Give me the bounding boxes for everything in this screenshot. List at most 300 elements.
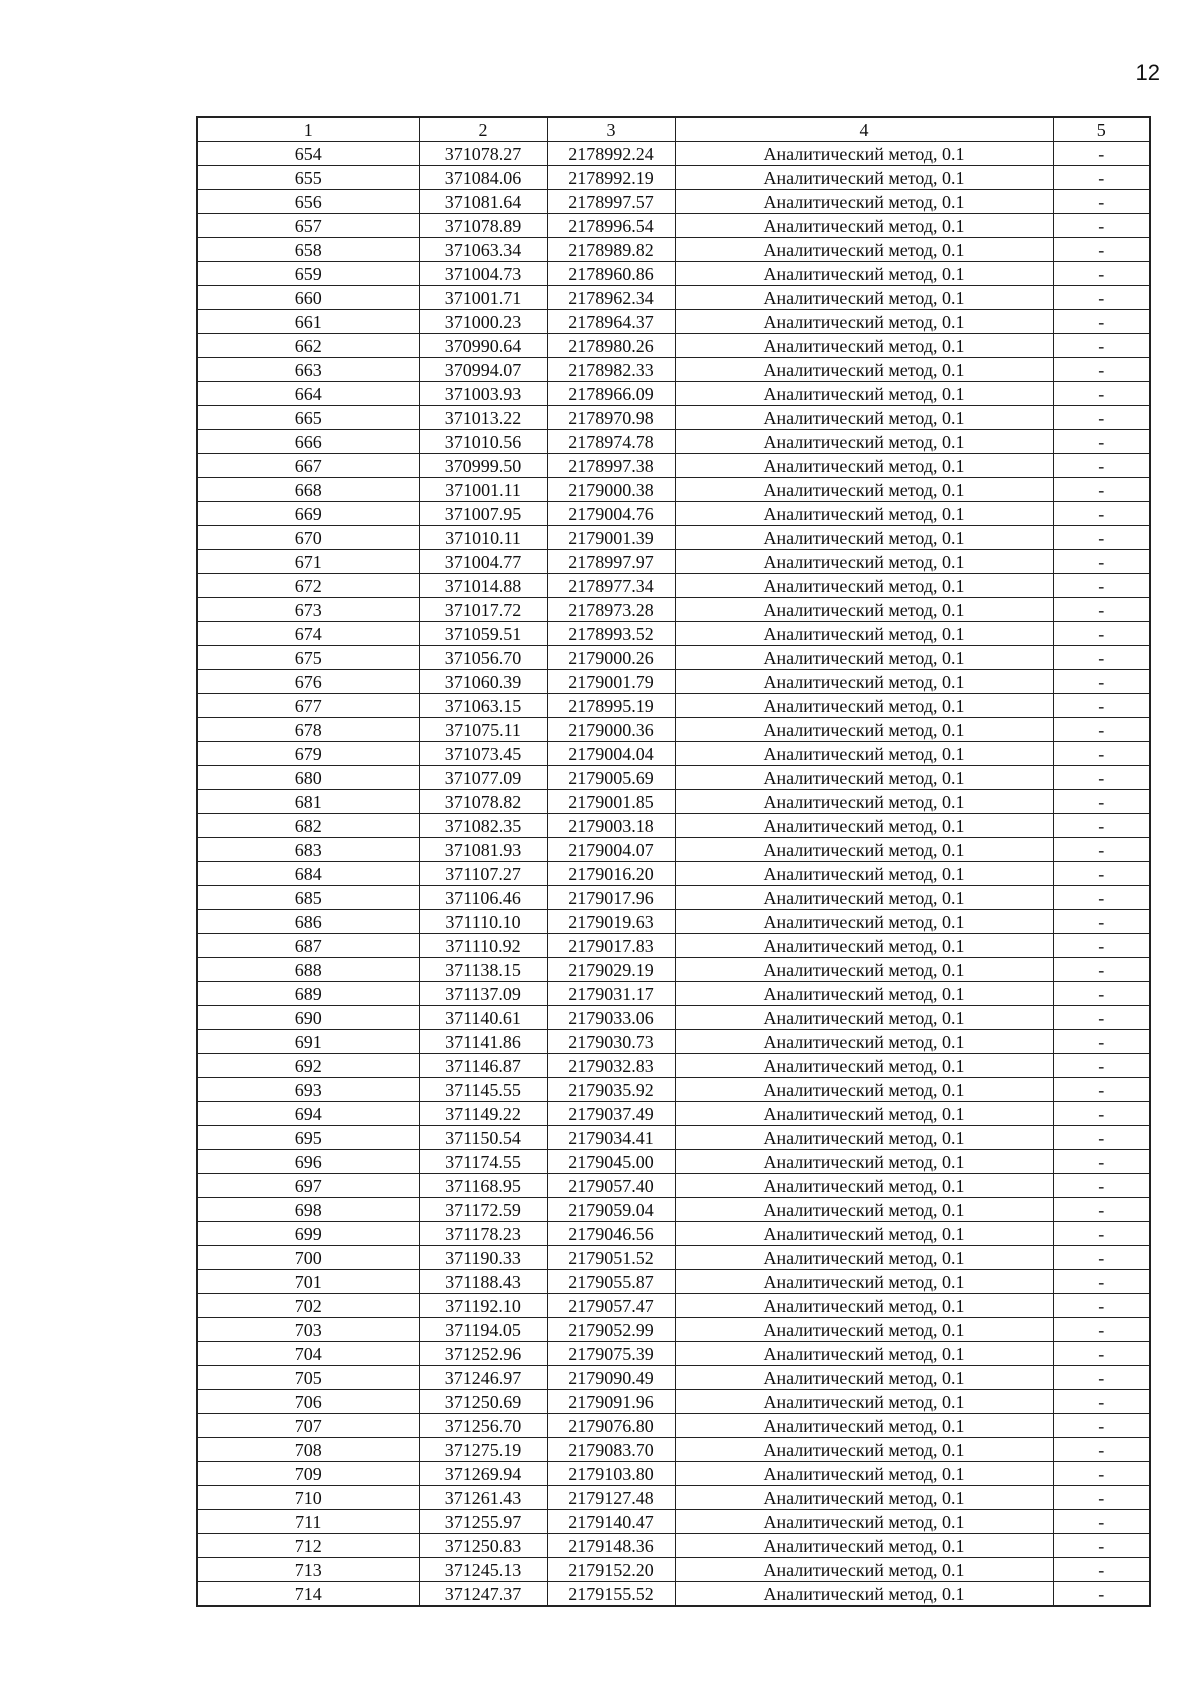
note-cell: - (1053, 214, 1150, 238)
note-cell: - (1053, 526, 1150, 550)
method-cell: Аналитический метод, 0.1 (675, 1246, 1053, 1270)
table-row (197, 1510, 1150, 1534)
point-number-cell: 680 (197, 766, 419, 790)
table-row (197, 1342, 1150, 1366)
table-row (197, 958, 1150, 982)
note-cell: - (1053, 1318, 1150, 1342)
point-number-cell: 705 (197, 1366, 419, 1390)
table-row (197, 1390, 1150, 1414)
x-coordinate-cell: 371275.19 (419, 1438, 547, 1462)
y-coordinate-cell: 2178996.54 (547, 214, 675, 238)
note-cell: - (1053, 190, 1150, 214)
note-cell: - (1053, 862, 1150, 886)
method-cell: Аналитический метод, 0.1 (675, 574, 1053, 598)
y-coordinate-cell: 2178997.57 (547, 190, 675, 214)
page-number: 12 (1135, 60, 1160, 85)
point-number-cell: 697 (197, 1174, 419, 1198)
table-row (197, 622, 1150, 646)
y-coordinate-cell: 2179005.69 (547, 766, 675, 790)
x-coordinate-cell: 371178.23 (419, 1222, 547, 1246)
table-row (197, 502, 1150, 526)
y-coordinate-cell: 2179001.79 (547, 670, 675, 694)
x-coordinate-cell: 371168.95 (419, 1174, 547, 1198)
method-cell: Аналитический метод, 0.1 (675, 1270, 1053, 1294)
note-cell: - (1053, 1270, 1150, 1294)
y-coordinate-cell: 2179148.36 (547, 1534, 675, 1558)
table-row (197, 718, 1150, 742)
x-coordinate-cell: 371149.22 (419, 1102, 547, 1126)
note-cell: - (1053, 478, 1150, 502)
y-coordinate-cell: 2179091.96 (547, 1390, 675, 1414)
method-cell: Аналитический метод, 0.1 (675, 454, 1053, 478)
point-number-cell: 668 (197, 478, 419, 502)
x-coordinate-cell: 371145.55 (419, 1078, 547, 1102)
method-cell: Аналитический метод, 0.1 (675, 1366, 1053, 1390)
point-number-cell: 665 (197, 406, 419, 430)
table-row (197, 358, 1150, 382)
point-number-cell: 703 (197, 1318, 419, 1342)
note-cell: - (1053, 718, 1150, 742)
table-row (197, 286, 1150, 310)
point-number-cell: 658 (197, 238, 419, 262)
point-number-cell: 683 (197, 838, 419, 862)
note-cell: - (1053, 910, 1150, 934)
x-coordinate-cell: 371137.09 (419, 982, 547, 1006)
note-cell: - (1053, 142, 1150, 166)
note-cell: - (1053, 598, 1150, 622)
column-header-1: 1 (197, 117, 419, 142)
y-coordinate-cell: 2178966.09 (547, 382, 675, 406)
method-cell: Аналитический метод, 0.1 (675, 286, 1053, 310)
note-cell: - (1053, 1198, 1150, 1222)
method-cell: Аналитический метод, 0.1 (675, 1342, 1053, 1366)
point-number-cell: 669 (197, 502, 419, 526)
point-number-cell: 681 (197, 790, 419, 814)
method-cell: Аналитический метод, 0.1 (675, 838, 1053, 862)
y-coordinate-cell: 2178977.34 (547, 574, 675, 598)
y-coordinate-cell: 2179035.92 (547, 1078, 675, 1102)
x-coordinate-cell: 371003.93 (419, 382, 547, 406)
x-coordinate-cell: 371247.37 (419, 1582, 547, 1607)
note-cell: - (1053, 1342, 1150, 1366)
x-coordinate-cell: 371150.54 (419, 1126, 547, 1150)
point-number-cell: 675 (197, 646, 419, 670)
y-coordinate-cell: 2178960.86 (547, 262, 675, 286)
table-row (197, 478, 1150, 502)
method-cell: Аналитический метод, 0.1 (675, 910, 1053, 934)
note-cell: - (1053, 886, 1150, 910)
x-coordinate-cell: 371140.61 (419, 1006, 547, 1030)
y-coordinate-cell: 2178970.98 (547, 406, 675, 430)
y-coordinate-cell: 2179001.39 (547, 526, 675, 550)
point-number-cell: 657 (197, 214, 419, 238)
x-coordinate-cell: 371004.73 (419, 262, 547, 286)
y-coordinate-cell: 2179076.80 (547, 1414, 675, 1438)
method-cell: Аналитический метод, 0.1 (675, 382, 1053, 406)
note-cell: - (1053, 1222, 1150, 1246)
y-coordinate-cell: 2179030.73 (547, 1030, 675, 1054)
point-number-cell: 714 (197, 1582, 419, 1607)
table-row (197, 1270, 1150, 1294)
table-row (197, 1558, 1150, 1582)
x-coordinate-cell: 371000.23 (419, 310, 547, 334)
method-cell: Аналитический метод, 0.1 (675, 1510, 1053, 1534)
column-header-4: 4 (675, 117, 1053, 142)
point-number-cell: 673 (197, 598, 419, 622)
point-number-cell: 691 (197, 1030, 419, 1054)
x-coordinate-cell: 371188.43 (419, 1270, 547, 1294)
point-number-cell: 677 (197, 694, 419, 718)
x-coordinate-cell: 371172.59 (419, 1198, 547, 1222)
table-row (197, 382, 1150, 406)
y-coordinate-cell: 2179057.40 (547, 1174, 675, 1198)
point-number-cell: 692 (197, 1054, 419, 1078)
table-row (197, 742, 1150, 766)
note-cell: - (1053, 382, 1150, 406)
point-number-cell: 659 (197, 262, 419, 286)
y-coordinate-cell: 2179140.47 (547, 1510, 675, 1534)
y-coordinate-cell: 2179016.20 (547, 862, 675, 886)
y-coordinate-cell: 2179000.26 (547, 646, 675, 670)
note-cell: - (1053, 1174, 1150, 1198)
method-cell: Аналитический метод, 0.1 (675, 430, 1053, 454)
x-coordinate-cell: 371246.97 (419, 1366, 547, 1390)
point-number-cell: 701 (197, 1270, 419, 1294)
point-number-cell: 656 (197, 190, 419, 214)
point-number-cell: 700 (197, 1246, 419, 1270)
y-coordinate-cell: 2179090.49 (547, 1366, 675, 1390)
table-row (197, 190, 1150, 214)
note-cell: - (1053, 934, 1150, 958)
x-coordinate-cell: 371060.39 (419, 670, 547, 694)
note-cell: - (1053, 646, 1150, 670)
note-cell: - (1053, 838, 1150, 862)
table-row (197, 766, 1150, 790)
point-number-cell: 713 (197, 1558, 419, 1582)
point-number-cell: 712 (197, 1534, 419, 1558)
note-cell: - (1053, 1294, 1150, 1318)
method-cell: Аналитический метод, 0.1 (675, 1462, 1053, 1486)
point-number-cell: 706 (197, 1390, 419, 1414)
y-coordinate-cell: 2178992.24 (547, 142, 675, 166)
y-coordinate-cell: 2179057.47 (547, 1294, 675, 1318)
table-row (197, 982, 1150, 1006)
table-row (197, 454, 1150, 478)
method-cell: Аналитический метод, 0.1 (675, 142, 1053, 166)
table-row (197, 1054, 1150, 1078)
note-cell: - (1053, 286, 1150, 310)
point-number-cell: 661 (197, 310, 419, 334)
table-row (197, 670, 1150, 694)
y-coordinate-cell: 2178982.33 (547, 358, 675, 382)
method-cell: Аналитический метод, 0.1 (675, 502, 1053, 526)
table-row (197, 1462, 1150, 1486)
y-coordinate-cell: 2179075.39 (547, 1342, 675, 1366)
x-coordinate-cell: 371078.89 (419, 214, 547, 238)
table-row (197, 1198, 1150, 1222)
note-cell: - (1053, 1102, 1150, 1126)
x-coordinate-cell: 371269.94 (419, 1462, 547, 1486)
method-cell: Аналитический метод, 0.1 (675, 214, 1053, 238)
x-coordinate-cell: 371250.69 (419, 1390, 547, 1414)
method-cell: Аналитический метод, 0.1 (675, 1006, 1053, 1030)
method-cell: Аналитический метод, 0.1 (675, 1078, 1053, 1102)
note-cell: - (1053, 406, 1150, 430)
point-number-cell: 672 (197, 574, 419, 598)
point-number-cell: 704 (197, 1342, 419, 1366)
method-cell: Аналитический метод, 0.1 (675, 166, 1053, 190)
note-cell: - (1053, 358, 1150, 382)
y-coordinate-cell: 2179152.20 (547, 1558, 675, 1582)
method-cell: Аналитический метод, 0.1 (675, 358, 1053, 382)
method-cell: Аналитический метод, 0.1 (675, 310, 1053, 334)
x-coordinate-cell: 371146.87 (419, 1054, 547, 1078)
point-number-cell: 693 (197, 1078, 419, 1102)
method-cell: Аналитический метод, 0.1 (675, 1318, 1053, 1342)
note-cell: - (1053, 574, 1150, 598)
note-cell: - (1053, 1054, 1150, 1078)
note-cell: - (1053, 262, 1150, 286)
method-cell: Аналитический метод, 0.1 (675, 238, 1053, 262)
point-number-cell: 687 (197, 934, 419, 958)
note-cell: - (1053, 670, 1150, 694)
x-coordinate-cell: 371081.93 (419, 838, 547, 862)
note-cell: - (1053, 958, 1150, 982)
point-number-cell: 694 (197, 1102, 419, 1126)
x-coordinate-cell: 371001.71 (419, 286, 547, 310)
y-coordinate-cell: 2179051.52 (547, 1246, 675, 1270)
note-cell: - (1053, 790, 1150, 814)
method-cell: Аналитический метод, 0.1 (675, 766, 1053, 790)
method-cell: Аналитический метод, 0.1 (675, 886, 1053, 910)
note-cell: - (1053, 1150, 1150, 1174)
y-coordinate-cell: 2179055.87 (547, 1270, 675, 1294)
x-coordinate-cell: 371256.70 (419, 1414, 547, 1438)
note-cell: - (1053, 430, 1150, 454)
note-cell: - (1053, 1510, 1150, 1534)
table-row (197, 430, 1150, 454)
point-number-cell: 660 (197, 286, 419, 310)
y-coordinate-cell: 2179052.99 (547, 1318, 675, 1342)
note-cell: - (1053, 334, 1150, 358)
point-number-cell: 667 (197, 454, 419, 478)
table-row (197, 574, 1150, 598)
x-coordinate-cell: 371190.33 (419, 1246, 547, 1270)
point-number-cell: 685 (197, 886, 419, 910)
x-coordinate-cell: 371250.83 (419, 1534, 547, 1558)
y-coordinate-cell: 2179083.70 (547, 1438, 675, 1462)
y-coordinate-cell: 2179000.36 (547, 718, 675, 742)
method-cell: Аналитический метод, 0.1 (675, 1438, 1053, 1462)
x-coordinate-cell: 371107.27 (419, 862, 547, 886)
table-row (197, 934, 1150, 958)
y-coordinate-cell: 2179033.06 (547, 1006, 675, 1030)
x-coordinate-cell: 371007.95 (419, 502, 547, 526)
y-coordinate-cell: 2179019.63 (547, 910, 675, 934)
y-coordinate-cell: 2179003.18 (547, 814, 675, 838)
y-coordinate-cell: 2178962.34 (547, 286, 675, 310)
table-row (197, 1582, 1150, 1607)
y-coordinate-cell: 2179059.04 (547, 1198, 675, 1222)
point-number-cell: 708 (197, 1438, 419, 1462)
table-row (197, 694, 1150, 718)
table-row (197, 910, 1150, 934)
table-row (197, 1174, 1150, 1198)
point-number-cell: 662 (197, 334, 419, 358)
x-coordinate-cell: 371106.46 (419, 886, 547, 910)
column-header-2: 2 (419, 117, 547, 142)
point-number-cell: 678 (197, 718, 419, 742)
x-coordinate-cell: 371017.72 (419, 598, 547, 622)
y-coordinate-cell: 2179017.83 (547, 934, 675, 958)
method-cell: Аналитический метод, 0.1 (675, 1198, 1053, 1222)
y-coordinate-cell: 2179127.48 (547, 1486, 675, 1510)
note-cell: - (1053, 1558, 1150, 1582)
table-row (197, 1006, 1150, 1030)
point-number-cell: 695 (197, 1126, 419, 1150)
method-cell: Аналитический метод, 0.1 (675, 742, 1053, 766)
column-header-5: 5 (1053, 117, 1150, 142)
method-cell: Аналитический метод, 0.1 (675, 1054, 1053, 1078)
y-coordinate-cell: 2179103.80 (547, 1462, 675, 1486)
x-coordinate-cell: 371013.22 (419, 406, 547, 430)
table-row (197, 646, 1150, 670)
point-number-cell: 666 (197, 430, 419, 454)
table-row (197, 214, 1150, 238)
x-coordinate-cell: 371082.35 (419, 814, 547, 838)
x-coordinate-cell: 371073.45 (419, 742, 547, 766)
x-coordinate-cell: 371261.43 (419, 1486, 547, 1510)
x-coordinate-cell: 371063.34 (419, 238, 547, 262)
method-cell: Аналитический метод, 0.1 (675, 550, 1053, 574)
method-cell: Аналитический метод, 0.1 (675, 718, 1053, 742)
method-cell: Аналитический метод, 0.1 (675, 622, 1053, 646)
table-row (197, 1102, 1150, 1126)
y-coordinate-cell: 2179031.17 (547, 982, 675, 1006)
method-cell: Аналитический метод, 0.1 (675, 958, 1053, 982)
y-coordinate-cell: 2179017.96 (547, 886, 675, 910)
y-coordinate-cell: 2179001.85 (547, 790, 675, 814)
method-cell: Аналитический метод, 0.1 (675, 334, 1053, 358)
x-coordinate-cell: 371081.64 (419, 190, 547, 214)
point-number-cell: 684 (197, 862, 419, 886)
point-number-cell: 698 (197, 1198, 419, 1222)
method-cell: Аналитический метод, 0.1 (675, 814, 1053, 838)
note-cell: - (1053, 742, 1150, 766)
y-coordinate-cell: 2178974.78 (547, 430, 675, 454)
method-cell: Аналитический метод, 0.1 (675, 694, 1053, 718)
point-number-cell: 671 (197, 550, 419, 574)
point-number-cell: 707 (197, 1414, 419, 1438)
table-body (197, 142, 1150, 1607)
x-coordinate-cell: 370990.64 (419, 334, 547, 358)
table-row (197, 862, 1150, 886)
y-coordinate-cell: 2179004.76 (547, 502, 675, 526)
x-coordinate-cell: 371084.06 (419, 166, 547, 190)
x-coordinate-cell: 371192.10 (419, 1294, 547, 1318)
table-row (197, 550, 1150, 574)
note-cell: - (1053, 1126, 1150, 1150)
x-coordinate-cell: 371056.70 (419, 646, 547, 670)
table-row (197, 886, 1150, 910)
note-cell: - (1053, 622, 1150, 646)
table-row (197, 1294, 1150, 1318)
y-coordinate-cell: 2179004.04 (547, 742, 675, 766)
x-coordinate-cell: 371077.09 (419, 766, 547, 790)
table-row (197, 1534, 1150, 1558)
note-cell: - (1053, 1582, 1150, 1607)
note-cell: - (1053, 1078, 1150, 1102)
method-cell: Аналитический метод, 0.1 (675, 262, 1053, 286)
x-coordinate-cell: 371078.82 (419, 790, 547, 814)
note-cell: - (1053, 1462, 1150, 1486)
y-coordinate-cell: 2178993.52 (547, 622, 675, 646)
method-cell: Аналитический метод, 0.1 (675, 1582, 1053, 1607)
table-row (197, 526, 1150, 550)
note-cell: - (1053, 454, 1150, 478)
note-cell: - (1053, 1366, 1150, 1390)
method-cell: Аналитический метод, 0.1 (675, 1390, 1053, 1414)
point-number-cell: 686 (197, 910, 419, 934)
x-coordinate-cell: 371255.97 (419, 1510, 547, 1534)
table-row (197, 310, 1150, 334)
x-coordinate-cell: 371078.27 (419, 142, 547, 166)
table-row (197, 1486, 1150, 1510)
x-coordinate-cell: 371004.77 (419, 550, 547, 574)
note-cell: - (1053, 1246, 1150, 1270)
x-coordinate-cell: 371174.55 (419, 1150, 547, 1174)
y-coordinate-cell: 2179045.00 (547, 1150, 675, 1174)
y-coordinate-cell: 2178973.28 (547, 598, 675, 622)
method-cell: Аналитический метод, 0.1 (675, 1414, 1053, 1438)
point-number-cell: 674 (197, 622, 419, 646)
method-cell: Аналитический метод, 0.1 (675, 526, 1053, 550)
y-coordinate-cell: 2178997.97 (547, 550, 675, 574)
table-row (197, 334, 1150, 358)
point-number-cell: 699 (197, 1222, 419, 1246)
point-number-cell: 689 (197, 982, 419, 1006)
method-cell: Аналитический метод, 0.1 (675, 862, 1053, 886)
table-row (197, 142, 1150, 166)
table-row (197, 262, 1150, 286)
note-cell: - (1053, 1390, 1150, 1414)
y-coordinate-cell: 2178992.19 (547, 166, 675, 190)
x-coordinate-cell: 371252.96 (419, 1342, 547, 1366)
table-row (197, 1366, 1150, 1390)
y-coordinate-cell: 2179034.41 (547, 1126, 675, 1150)
y-coordinate-cell: 2178997.38 (547, 454, 675, 478)
method-cell: Аналитический метод, 0.1 (675, 790, 1053, 814)
x-coordinate-cell: 371014.88 (419, 574, 547, 598)
table-row (197, 1030, 1150, 1054)
point-number-cell: 688 (197, 958, 419, 982)
method-cell: Аналитический метод, 0.1 (675, 1294, 1053, 1318)
x-coordinate-cell: 371110.10 (419, 910, 547, 934)
point-number-cell: 679 (197, 742, 419, 766)
method-cell: Аналитический метод, 0.1 (675, 1030, 1053, 1054)
y-coordinate-cell: 2178964.37 (547, 310, 675, 334)
method-cell: Аналитический метод, 0.1 (675, 1486, 1053, 1510)
table-header-row (197, 117, 1150, 142)
y-coordinate-cell: 2179004.07 (547, 838, 675, 862)
point-number-cell: 702 (197, 1294, 419, 1318)
note-cell: - (1053, 550, 1150, 574)
note-cell: - (1053, 1414, 1150, 1438)
point-number-cell: 663 (197, 358, 419, 382)
point-number-cell: 690 (197, 1006, 419, 1030)
note-cell: - (1053, 1030, 1150, 1054)
point-number-cell: 710 (197, 1486, 419, 1510)
